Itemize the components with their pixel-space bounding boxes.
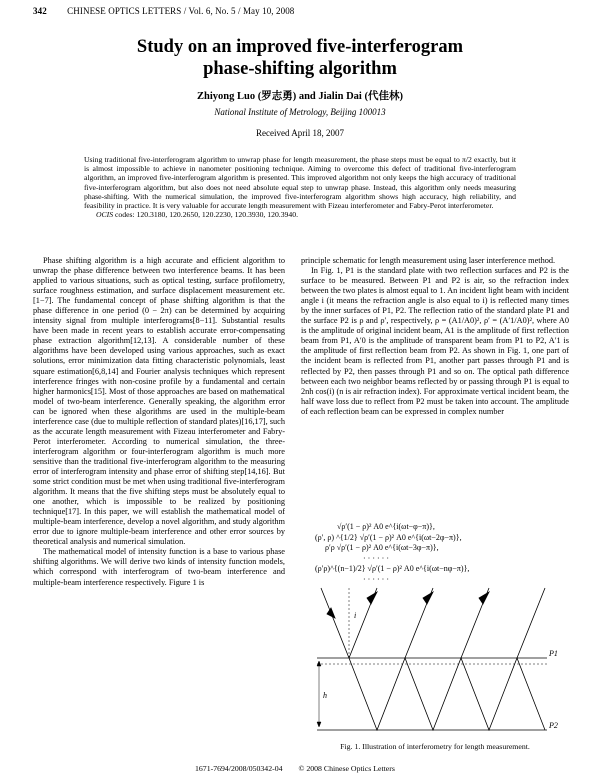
equation-line: · · · · · ·	[363, 553, 389, 563]
label-p2: P2	[549, 721, 558, 730]
paragraph: Phase shifting algorithm is a high accurate and efficient algorithm to unwrap the phase difference between two interference beams. It has been applied to various situations, such as optical testing, surface profilometry, surface roughness estimation, and surface displacement measurement etc.[1−7]. The fundamental concept of phase shifting algorithm is that the phase difference in one period (0 − 2π) can be determined by acquiring intensity signal from multiple interferograms[8−11]. Substantial results have been made in recent years to establish accurate error-compensating phase extraction algorithm[12,13]. A considerable number of these algorithms have been developed using various approaches, such as exact solutions, error minimization data fitting characteristic polynomials, least square estimation[6,8,14] and Fourier analysis techniques which represent interference fringes with non-cosine profile by a fundamental and certain higher harmonics[15]. Most of those approaches are based on mathematical model of two-beam interference. Generally speaking, the algorithm error can be ignored when these algorithms are used in the multiple-beam interference case (due to multiple reflection of standard plates)[16,17], such as the accurate length measurement with Fizeau interferometer and Fabry-Perot interferometer. According to numerical simulation, the three-interferogram algorithm or four-interferogram algorithm is much more sensitive than the traditional five-interferogram algorithm to the measuring error of interferogram intensity and phase error of shifting step[14,16]. But some strict condition must be met when using traditional five-interferogram algorithm. It means that the five shifting steps must be absolutely equal to one another, which is impossible to be realized by positioning technique[17]. In this paper, we will establish the mathematical model of multiple-beam interference, develop a novel algorithm, and study algorithm error due to ignore multiple-beam interference and other error sources by theoretical analysis and numerical simulation.	[33, 256, 285, 547]
abstract	[84, 155, 516, 219]
right-column	[301, 256, 569, 417]
figure-caption: Fig. 1. Illustration of interferometry for length measurement.	[340, 742, 530, 751]
reflected-beams	[349, 588, 545, 658]
equation-line: ρ′ρ √ρ′(1 − ρ)² A0 e^{i(ωt−3φ−π)},	[325, 543, 439, 553]
title-line-1: Study on an improved five-interferogram	[136, 37, 464, 57]
equation-line: · · · · · ·	[363, 574, 389, 584]
ocis-values: codes: 120.3180, 120.2650, 120.2230, 120.3930, 120.3940.	[115, 210, 299, 220]
copyright: © 2008 Chinese Optics Letters	[298, 764, 395, 773]
equation-line: (ρ′, ρ) ^{1/2} √ρ′(1 − ρ)² A0 e^{i(ωt−2φ−π)},	[315, 532, 462, 542]
paragraph: principle schematic for length measurement using laser interference method.	[301, 256, 556, 265]
running-header	[33, 6, 573, 16]
figure-interferometry-diagram	[309, 578, 559, 738]
received-date: Received April 18, 2007	[256, 128, 344, 138]
label-i: i	[354, 611, 357, 620]
authors: Zhiyong Luo (罗志勇) and Jialin Dai (代佳林)	[197, 91, 403, 102]
ocis-codes	[84, 210, 516, 219]
issn-code: 1671-7694/2008/050342-04	[195, 764, 283, 773]
label-p1: P1	[549, 649, 558, 658]
page-number: 342	[33, 6, 47, 16]
paper-title	[60, 36, 540, 80]
equation-line: (ρ′ρ)^{(n−1)/2} √ρ′(1 − ρ)² A0 e^{i(ωt−nφ−π)},	[315, 564, 470, 574]
page-footer	[195, 764, 495, 773]
equation-block	[315, 522, 565, 586]
affiliation: National Institute of Metrology, Beijing 100013	[214, 107, 386, 117]
paragraph: The mathematical model of intensity function is a base to various phase shifting algorithms. We will derive two kinds of intensity function models, which correspond with interferogram of two-beam interference and multiple-beam interference respectively. Figure 1 is	[33, 547, 285, 587]
abstract-text: Using traditional five-interferogram algorithm to unwrap phase for length measurement, the phase steps must be equal to π/2 exactly, but it is almost impossible to achieve in nanometer positioning technique. Aiming to overcome this defect of traditional five-interferogram algorithm, an improved five-interferogram algorithm is presented. This improved algorithm not only keeps the high accuracy of traditional five-interferogram algorithm, but also does not need absolute equal step to unwrap phase. Instead, this algorithm only needs measuring phase-shifting. With the numerical simulation, the improved five-interferogram algorithm shows high accuracy, high reliability, and feasibility in practice. It is very valuable for accurate length measurement with Fizeau interferometer and Fabry-Perot interferometer.	[84, 155, 516, 211]
equation-line: √ρ′(1 − ρ)² A0 e^{i(ωt−φ−π)},	[337, 522, 435, 531]
left-column	[33, 256, 285, 588]
beam-path	[321, 588, 545, 730]
title-line-2: phase-shifting algorithm	[203, 59, 397, 79]
ocis-label: OCIS	[96, 210, 114, 220]
paragraph: In Fig. 1, P1 is the standard plate with two reflection surfaces and P2 is the surface to be measured. Between P1 and P2 is air, so the refraction index between the two plates is almost equal to 1. An incident light beam with incident angle i (it means the refraction angle is also equal to i) is reflected many times by the inner surfaces of P1, P2. The reflection ratio of the standard plate P1 and the surface P2 is ρ and ρ′, respectively, ρ = (A1/A0)², ρ′ = (A′1/A0)², where A0 is the amplitude of original incident beam, A1 is the amplitude of first reflection beam from P1, A′0 is the amplitude of transparent beam from P1 to P2, A′1 is the amplitude of first reflection beam from P2. As shown in Fig. 1, one part of the incident beam is reflected from P1, another part passes through P1 and is reflected by P2, then passes through P1 and so on. The optical path difference between each two neighbor beams reflected by or passing through P1 is equal to 2nh cos(i) (n is air refraction index). For approximate vertical incident beam, the half wave loss due to reflect from P2 must be taken into account. The amplitude of each reflection beam can be expressed in complex number	[301, 266, 569, 416]
label-h: h	[323, 691, 327, 700]
journal-info: CHINESE OPTICS LETTERS / Vol. 6, No. 5 / May 10, 2008	[67, 6, 295, 16]
